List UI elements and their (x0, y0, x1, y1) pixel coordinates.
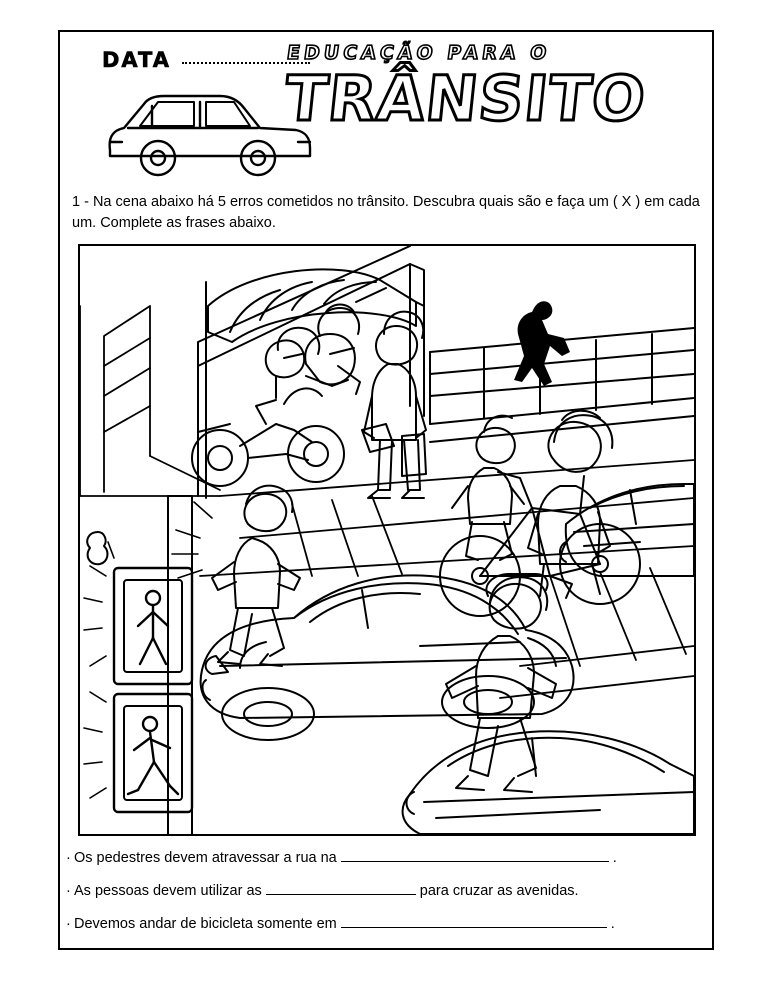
sentence-3 (66, 914, 706, 947)
sentence-3-blank[interactable] (341, 914, 607, 928)
beetle-car (201, 575, 574, 740)
worksheet-header (60, 32, 712, 180)
date-label: DATA (102, 48, 172, 72)
sentence-1-end: . (612, 850, 617, 866)
pedestrian-traffic-light-post (168, 496, 192, 834)
traffic-signal-side-lamp (87, 532, 107, 564)
boy-crossing-street (446, 574, 556, 792)
sentence-2-blank[interactable] (266, 881, 416, 895)
sentence-3-text: Devemos andar de bicicleta somente em (74, 916, 337, 932)
motorcycle-with-two-riders (192, 305, 360, 487)
sentence-2 (66, 881, 706, 914)
sentence-1 (66, 848, 706, 881)
pedestrian-walking-symbol (128, 717, 178, 794)
sentence-3-end: . (610, 916, 615, 932)
light-rays-lower (84, 692, 106, 798)
pedestrian-traffic-light-lower (84, 692, 192, 812)
sentence-bullet: · (66, 916, 71, 932)
running-man-on-overpass (514, 301, 570, 386)
title-line-1: EDUCAÇÃO PARA O (285, 42, 552, 64)
sentence-1-blank[interactable] (341, 848, 609, 862)
sentence-2-end: para cruzar as avenidas. (419, 883, 579, 899)
sentence-1-text: Os pedestres devem atravessar a rua na (74, 850, 337, 866)
woman-with-bag-on-sidewalk (362, 312, 426, 498)
sedan-car-bottom (403, 731, 694, 834)
pedestrian-standing-symbol (138, 591, 168, 664)
worksheet-title (275, 38, 675, 158)
sentence-bullet: · (66, 850, 71, 866)
fill-in-sentences (66, 848, 706, 947)
traffic-scene-illustration (78, 244, 696, 836)
instruction-text: 1 - Na cena abaixo há 5 erros cometidos no trânsito. Descubra quais são e faça um ( X ) em cada um. Complete as frases abaixo. (72, 194, 700, 231)
sentence-2-text: As pessoas devem utilizar as (74, 883, 262, 899)
title-line-2: TRÂNSITO (281, 62, 650, 135)
sentence-bullet: · (66, 883, 71, 899)
